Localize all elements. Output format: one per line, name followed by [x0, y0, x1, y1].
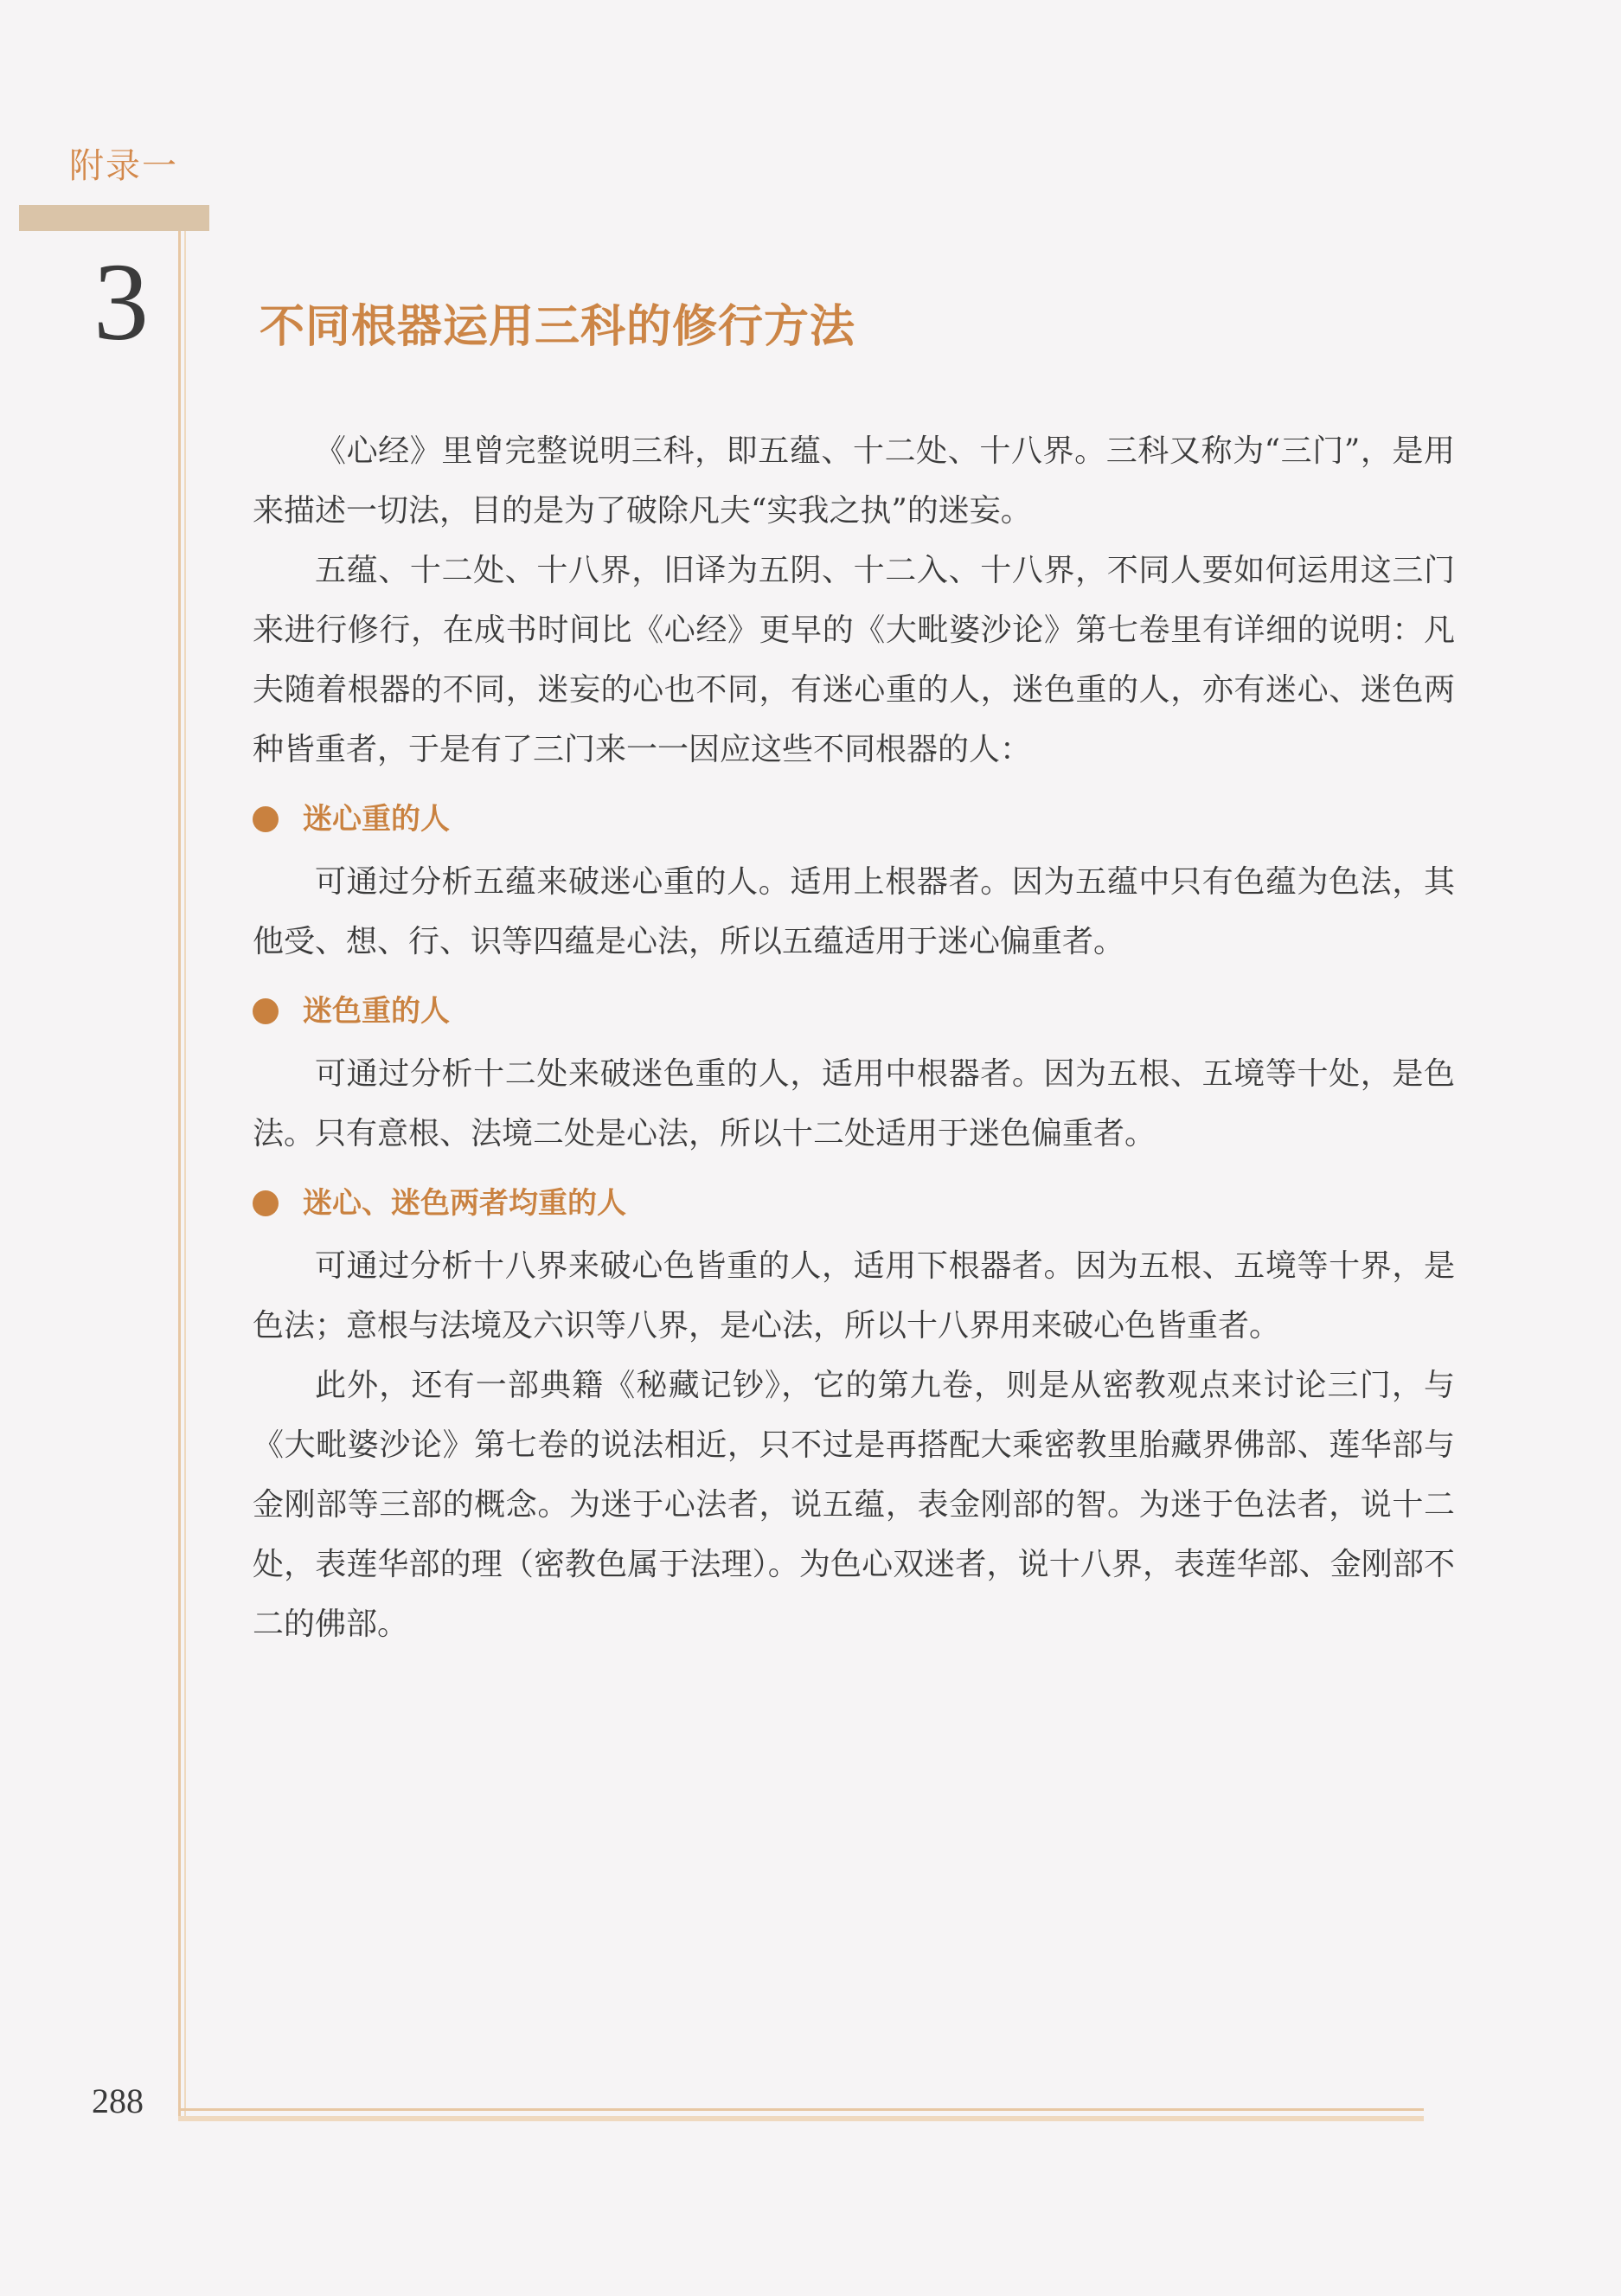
section-heading-1 [253, 793, 1455, 845]
section-heading-2 [253, 985, 1455, 1037]
bullet-dot-icon [253, 998, 279, 1024]
chapter-title: 不同根器运用三科的修行方法 [259, 300, 856, 353]
chapter-number: 3 [93, 241, 149, 363]
page-number: 288 [92, 2081, 144, 2120]
bullet-dot-icon [253, 1190, 279, 1216]
intro-paragraph-1: 《心经》里曾完整说明三科，即五蕴、十二处、十八界。三科又称为“三门”，是用来描述一切法，目的是为了破除凡夫“实我之执”的迷妄。 [253, 433, 1455, 529]
margin-rule [178, 231, 181, 2117]
section-paragraph-1: 可通过分析五蕴来破迷心重的人。适用上根器者。因为五蕴中只有色蕴为色法，其他受、想、行、识等四蕴是心法，所以五蕴适用于迷心偏重者。 [253, 864, 1455, 959]
section-paragraph-2: 可通过分析十二处来破迷色重的人，适用中根器者。因为五根、五境等十处，是色法。只有意根、法境二处是心法，所以十二处适用于迷色偏重者。 [253, 1056, 1455, 1151]
section-heading-1-text: 迷心重的人 [303, 802, 450, 837]
intro-paragraph-2: 五蕴、十二处、十八界，旧译为五阴、十二入、十八界，不同人要如何运用这三门来进行修行，在成书时间比《心经》更早的《大毗婆沙论》第七卷里有详细的说明：凡夫随着根器的不同，迷妄的心也不同，有迷心重的人，迷色重的人，亦有迷心、迷色两种皆重者，于是有了三门来一一因应这些不同根器的人： [253, 553, 1455, 767]
section-heading-3 [253, 1177, 1455, 1229]
section-heading-2-text: 迷色重的人 [303, 994, 450, 1029]
appendix-label: 附录一 [69, 146, 178, 186]
main-content [253, 421, 1455, 1654]
header-bar [19, 205, 209, 231]
bullet-dot-icon [253, 806, 279, 832]
closing-paragraph: 此外，还有一部典籍《秘藏记钞》，它的第九卷，则是从密教观点来讨论三门，与《大毗婆沙论》第七卷的说法相近，只不过是再搭配大乘密教里胎藏界佛部、莲华部与金刚部等三部的概念。为迷于心法者，说五蕴，表金刚部的智。为迷于色法者，说十二处，表莲华部的理（密教色属于法理）。为色心双迷者，说十八界，表莲华部、金刚部不二的佛部。 [253, 1368, 1455, 1642]
footer-rule-lower [178, 2116, 1424, 2121]
section-paragraph-3: 可通过分析十八界来破心色皆重的人，适用下根器者。因为五根、五境等十界，是色法；意根与法境及六识等八界，是心法，所以十八界用来破心色皆重者。 [253, 1248, 1455, 1344]
footer-rule [178, 2108, 1424, 2111]
margin-rule-inner [184, 231, 186, 2117]
section-heading-3-text: 迷心、迷色两者均重的人 [303, 1186, 626, 1221]
